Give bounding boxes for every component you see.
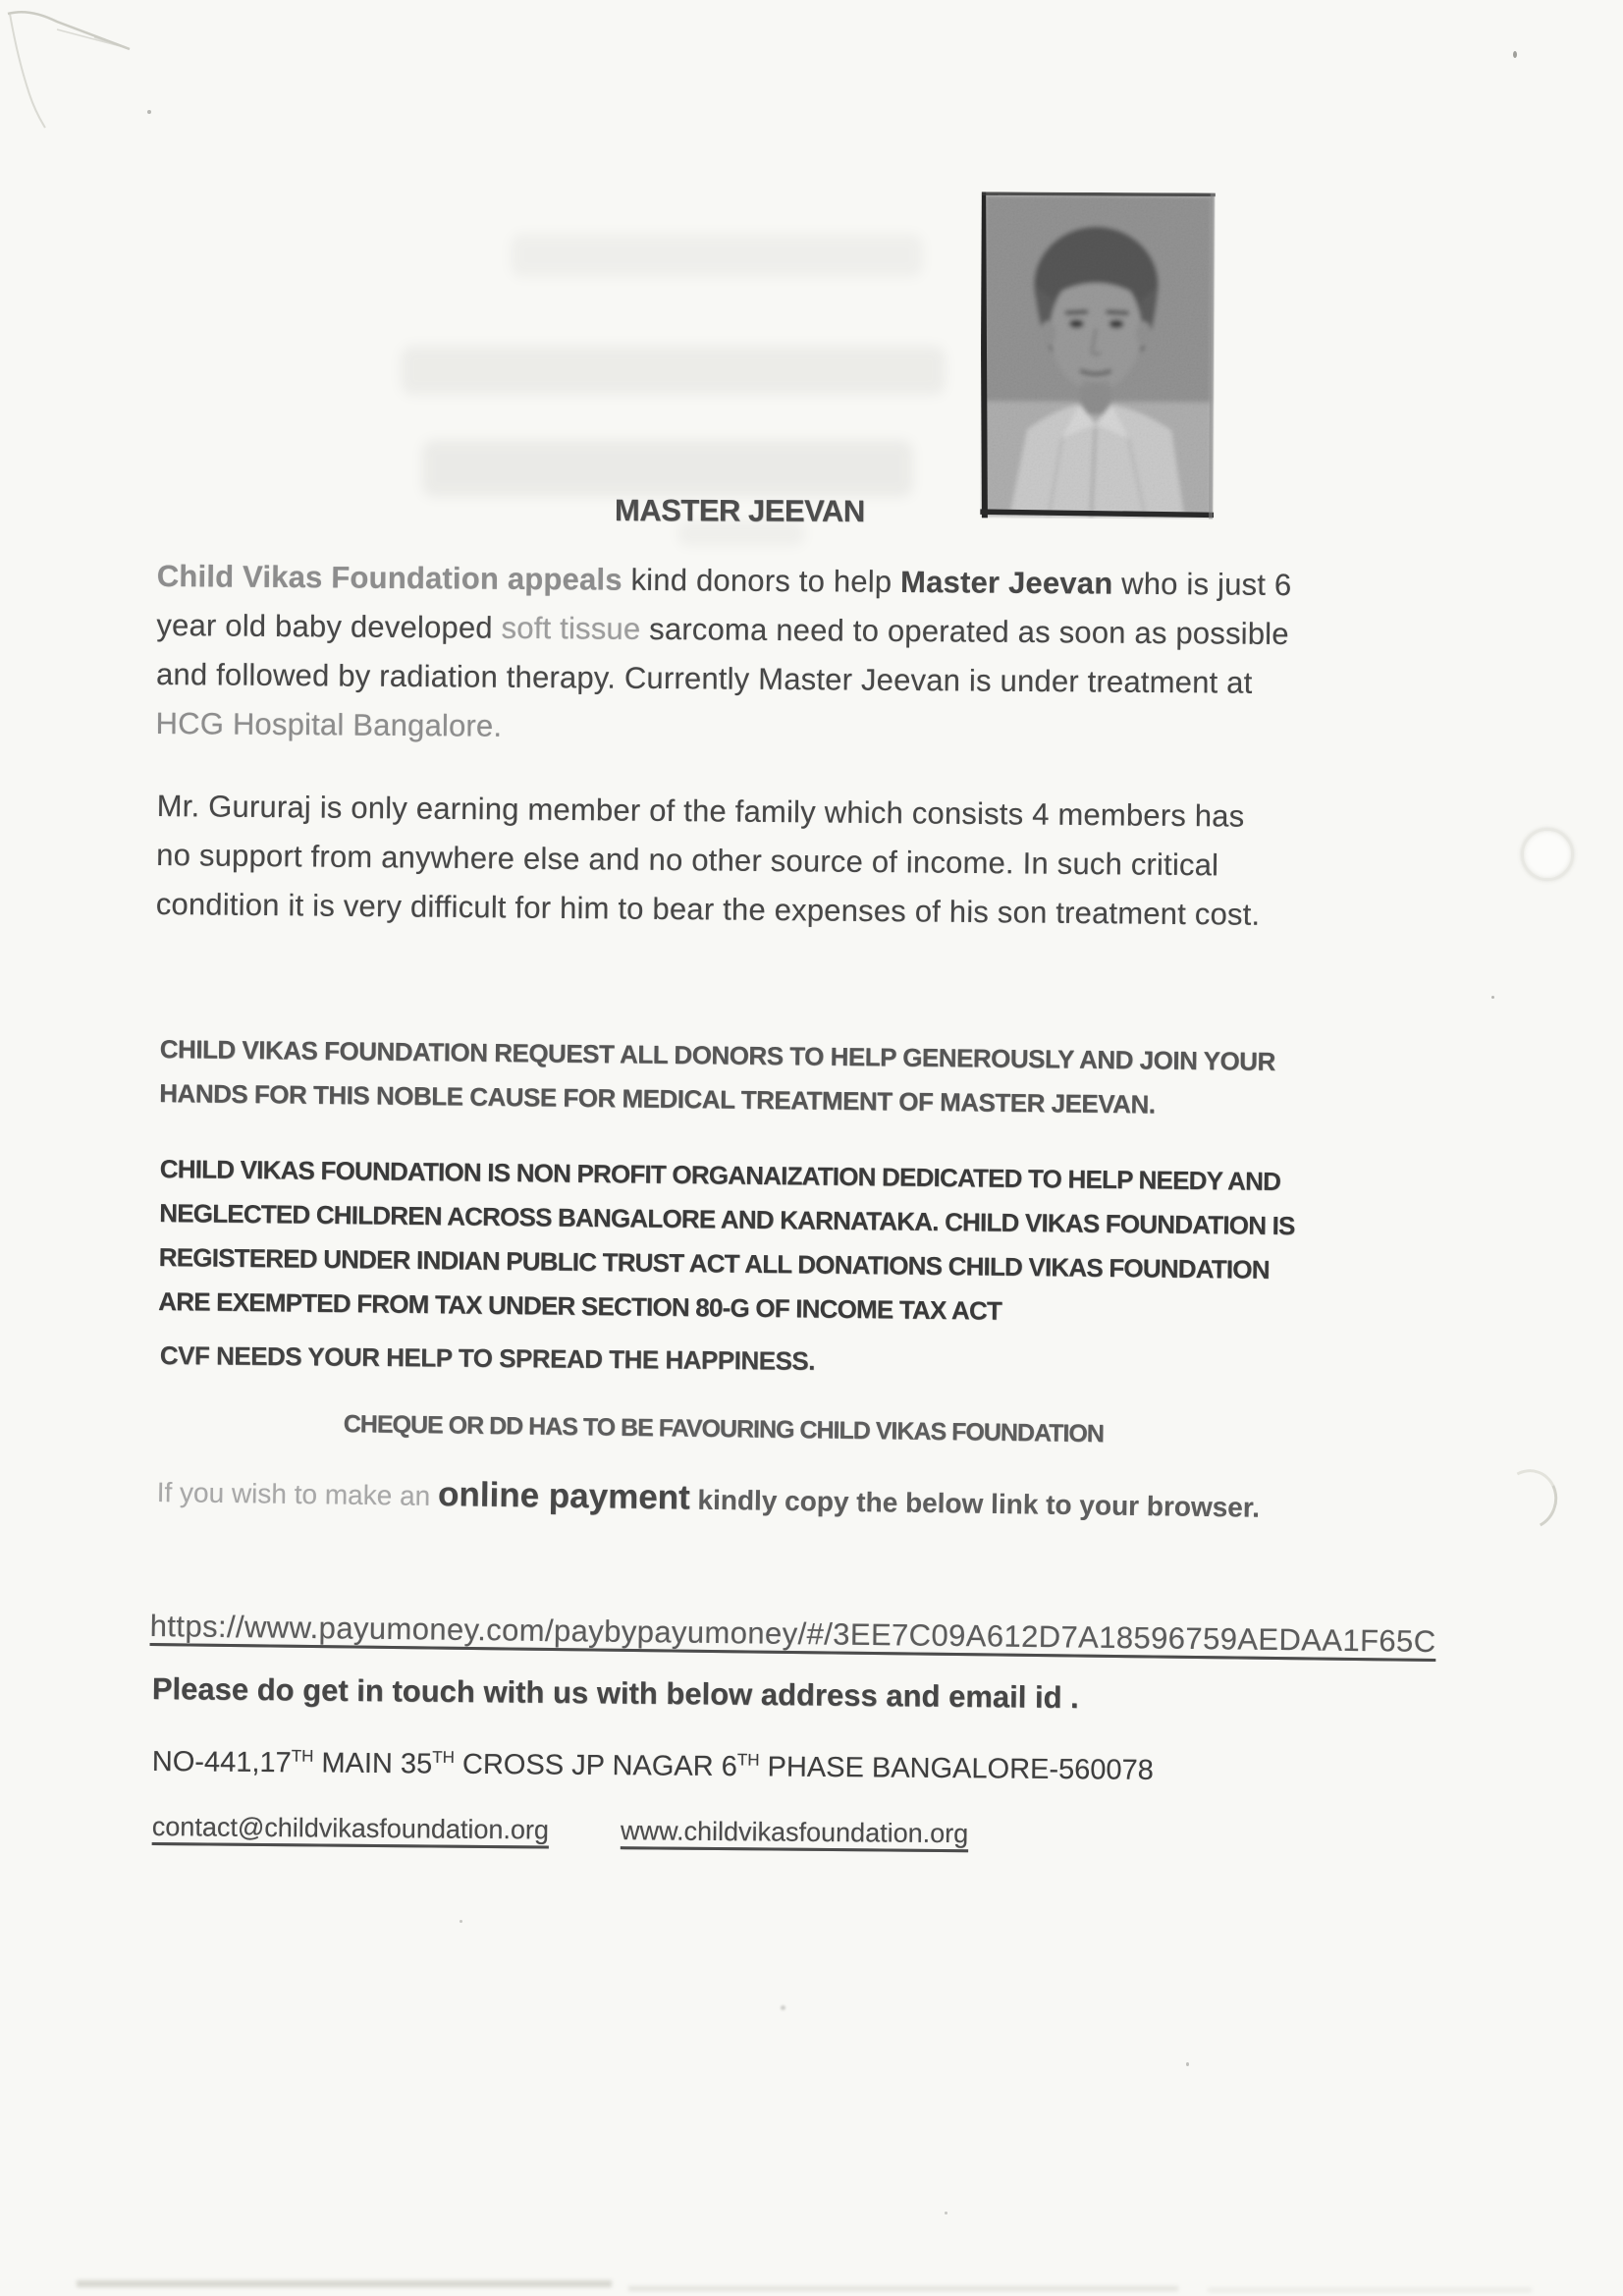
toner-speck (781, 2005, 785, 2010)
address-line (152, 1746, 1154, 1787)
text-run: CROSS JP NAGAR 6 (454, 1748, 737, 1783)
ordinal-suffix: TH (432, 1747, 456, 1768)
text-line: no support from anywhere else and no other source of income. In such critical (156, 837, 1219, 883)
text-run: PHASE BANGALORE-560078 (759, 1751, 1155, 1786)
toner-speck (1491, 996, 1494, 999)
contact-links-row (152, 1812, 969, 1849)
text-run: soft tissue (501, 610, 641, 646)
about-foundation-paragraph (158, 1147, 1295, 1337)
text-run: kind donors to help (622, 562, 901, 599)
bleedthrough-smudge (511, 234, 923, 277)
ordinal-suffix: TH (291, 1746, 314, 1766)
scan-streak-artifact (628, 2286, 1178, 2291)
text-run: If you wish to make an (156, 1476, 439, 1511)
cvf-help-line: CVF NEEDS YOUR HELP TO SPREAD THE HAPPINESS. (159, 1339, 816, 1376)
cheque-instruction-line: CHEQUE OR DD HAS TO BE FAVOURING CHILD VIKAS FOUNDATION (343, 1409, 1105, 1449)
text-line: and followed by radiation therapy. Currently Master Jeevan is under treatment at (155, 656, 1253, 700)
toner-speck (147, 110, 151, 114)
ordinal-suffix: TH (736, 1750, 760, 1770)
text-line: ARE EXEMPTED FROM TAX UNDER SECTION 80-G OF INCOME TAX ACT (158, 1285, 1002, 1326)
contact-email-link[interactable]: contact@childvikasfoundation.org (151, 1812, 550, 1845)
text-run: NO-441,17 (151, 1746, 292, 1779)
text-line: CHILD VIKAS FOUNDATION REQUEST ALL DONORS TO HELP GENEROUSLY AND JOIN YOUR (159, 1033, 1275, 1076)
toner-speck (460, 1920, 462, 1923)
text-run: kindly copy the below link to your browser. (689, 1484, 1261, 1523)
text-line: REGISTERED UNDER INDIAN PUBLIC TRUST ACT ALL DONATIONS CHILD VIKAS FOUNDATION (158, 1241, 1270, 1285)
scan-ring-artifact (1492, 1462, 1565, 1538)
toner-speck (1186, 2062, 1189, 2066)
toner-speck (1513, 51, 1517, 58)
text-line: condition it is very difficult for him to bear the expenses of his son treatment cost. (155, 886, 1261, 932)
intro-paragraph (155, 552, 1291, 757)
text-run: who is just 6 (1112, 566, 1292, 603)
text-line: CHILD VIKAS FOUNDATION IS NON PROFIT ORGANAIZATION DEDICATED TO HELP NEEDY AND (159, 1153, 1281, 1196)
page-title: MASTER JEEVAN (614, 493, 865, 528)
text-line: HANDS FOR THIS NOBLE CAUSE FOR MEDICAL TREATMENT OF MASTER JEEVAN. (159, 1077, 1156, 1120)
text-run: year old baby developed (156, 607, 502, 645)
scan-streak-artifact (1208, 2288, 1532, 2292)
text-run: sarcoma need to operated as soon as possible (640, 611, 1289, 652)
child-name-text: Master Jeevan (899, 564, 1113, 601)
bleedthrough-smudge (401, 346, 946, 395)
appeal-paragraph (159, 1027, 1275, 1128)
family-paragraph (156, 782, 1262, 940)
link-gap (556, 1839, 613, 1840)
online-payment-text: online payment (437, 1474, 691, 1517)
contact-heading-line: Please do get in touch with us with below address and email id . (151, 1671, 1079, 1716)
scan-streak-artifact (77, 2280, 612, 2287)
payment-link[interactable]: https://www.payumoney.com/paybypayumoney/#/3EE7C09A612D7A18596759AEDAA1F65C (149, 1609, 1436, 1659)
website-link[interactable]: www.childvikasfoundation.org (620, 1816, 969, 1849)
org-name-text: Child Vikas Foundation appeals (156, 558, 622, 597)
text-line (156, 601, 1291, 659)
text-line: NEGLECTED CHILDREN ACROSS BANGALORE AND KARNATAKA. CHILD VIKAS FOUNDATION IS (159, 1197, 1295, 1241)
online-payment-line (156, 1471, 1260, 1526)
text-run: MAIN 35 (313, 1747, 433, 1780)
portrait-photo-master-jeevan (980, 191, 1216, 519)
corner-crease-artifact (0, 0, 216, 157)
text-line: HCG Hospital Bangalore. (155, 705, 503, 743)
payment-url-line (150, 1609, 1436, 1660)
text-line: Mr. Gururaj is only earning member of the family which consists 4 members has (156, 788, 1245, 834)
text-line (157, 552, 1292, 610)
bleedthrough-smudge (422, 440, 913, 497)
scan-ring-artifact (1521, 828, 1574, 881)
toner-speck (945, 2212, 947, 2214)
